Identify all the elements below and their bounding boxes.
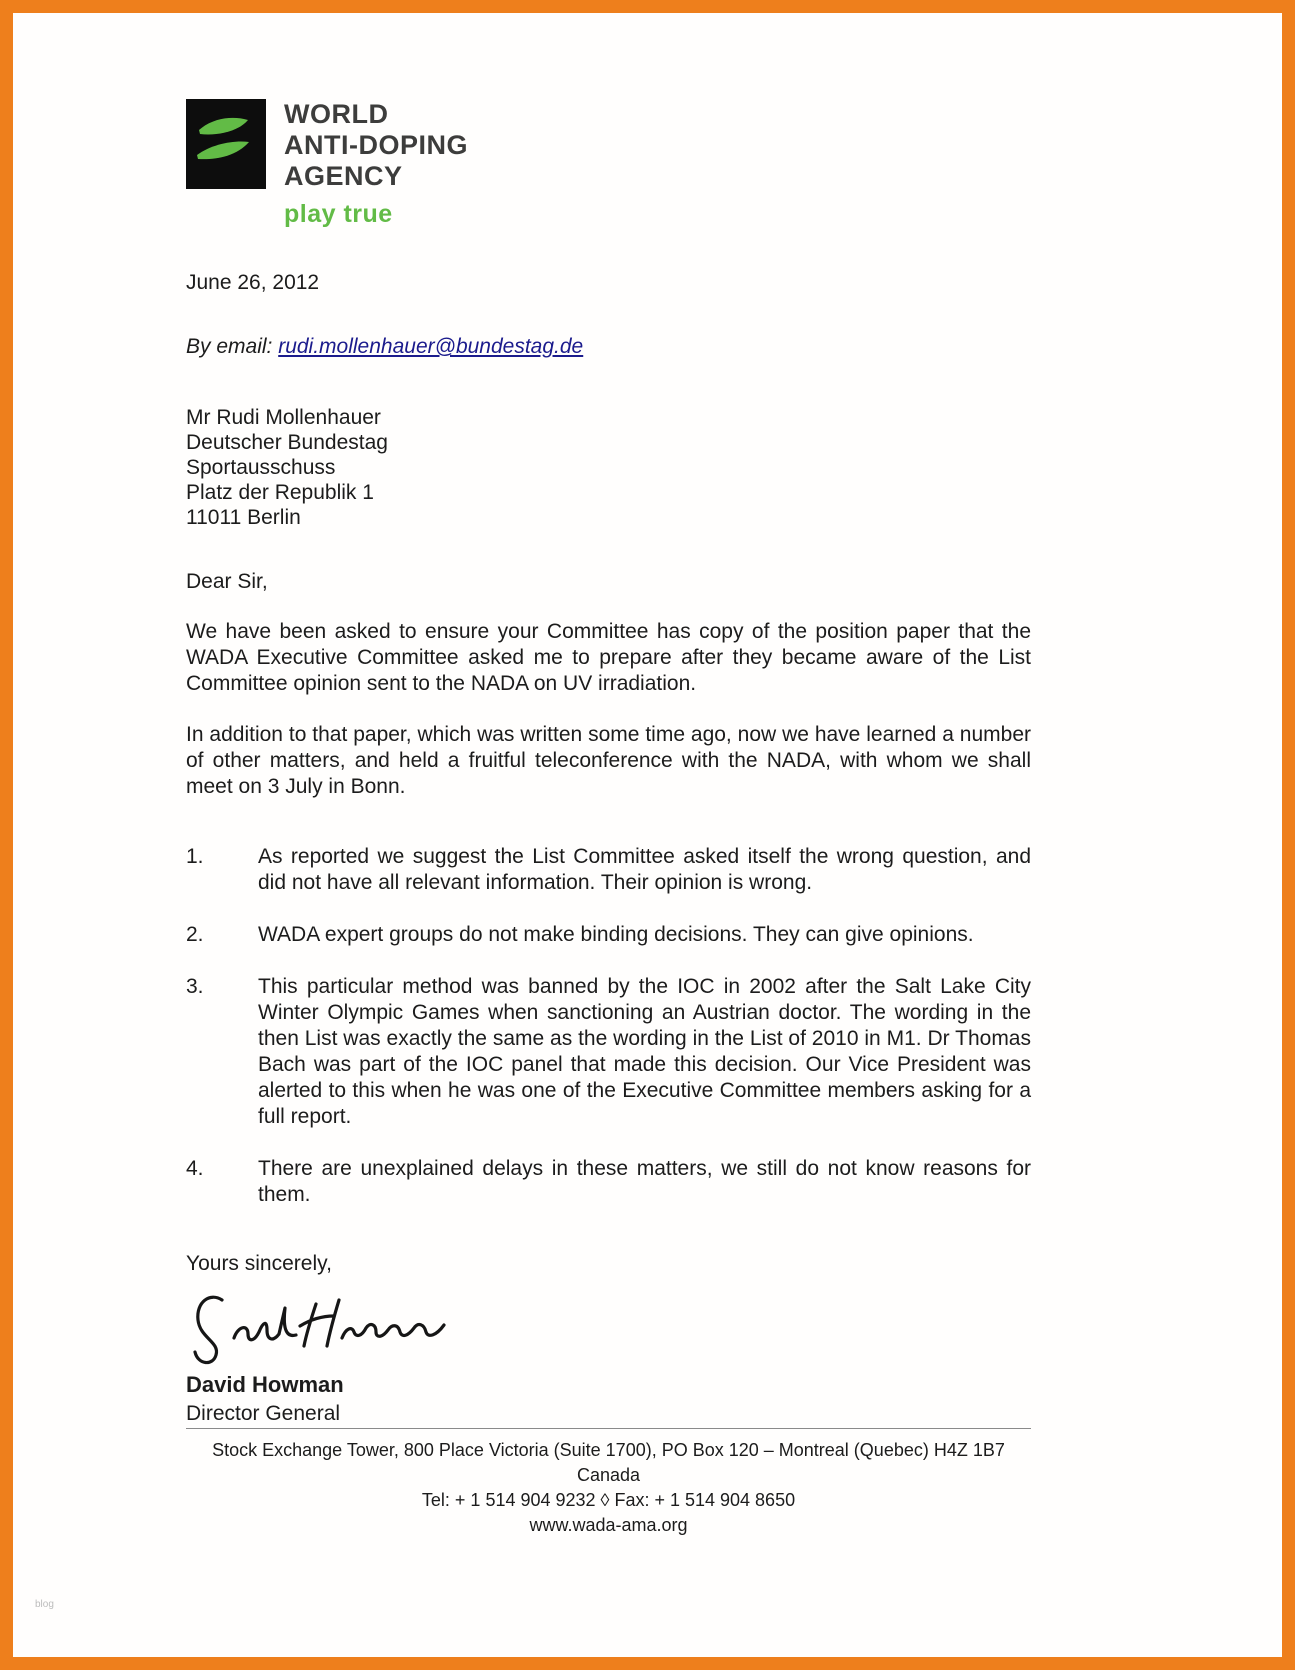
list-item bbox=[186, 974, 1031, 1130]
wada-logo-wordmark bbox=[284, 99, 468, 229]
list-item bbox=[186, 922, 1031, 948]
by-email-label: By email: bbox=[186, 335, 279, 358]
logo-line-1: WORLD bbox=[284, 99, 389, 129]
logo-tagline: play true bbox=[284, 200, 393, 228]
letter-date: June 26, 2012 bbox=[186, 271, 320, 294]
numbered-list bbox=[186, 844, 1031, 1208]
footer-tel-fax: Tel: + 1 514 904 9232 ◊ Fax: + 1 514 904 8650 bbox=[421, 1490, 796, 1510]
address-line: Platz der Republik 1 bbox=[186, 481, 374, 504]
address-line: Sportausschuss bbox=[186, 456, 336, 479]
address-line: Mr Rudi Mollenhauer bbox=[186, 406, 381, 429]
list-item bbox=[186, 844, 1031, 896]
closing-phrase: Yours sincerely, bbox=[186, 1252, 332, 1275]
by-email-line bbox=[186, 335, 1031, 359]
list-item-text: As reported we suggest the List Committee asked itself the wrong question, and did not have all relevant information. Their opinion is wrong. bbox=[258, 845, 1031, 894]
email-link[interactable]: rudi.mollenhauer@bundestag.de bbox=[278, 335, 584, 358]
body-paragraph: In addition to that paper, which was written some time ago, now we have learned a number of other matters, and held a fruitful teleconference with the NADA, with whom we shall meet on 3 July in Bonn. bbox=[186, 723, 1031, 798]
list-item-number: 3. bbox=[186, 975, 204, 998]
wada-logo bbox=[186, 13, 1031, 229]
watermark-text: blog bbox=[35, 1599, 54, 1610]
list-item-text: WADA expert groups do not make binding decisions. They can give opinions. bbox=[258, 923, 974, 946]
signer-name: David Howman bbox=[186, 1372, 344, 1397]
footer-website: www.wada-ama.org bbox=[529, 1515, 688, 1535]
logo-line-2: ANTI-DOPING bbox=[284, 130, 468, 160]
logo-line-3: AGENCY bbox=[284, 161, 403, 191]
list-item-number: 4. bbox=[186, 1157, 204, 1180]
signer-title: Director General bbox=[186, 1402, 341, 1425]
salutation: Dear Sir, bbox=[186, 570, 268, 593]
body-paragraph: We have been asked to ensure your Committee has copy of the position paper that the WADA Executive Committee asked me to prepare after they became aware of the List Committee opinion sent to the NADA on UV irradiation. bbox=[186, 620, 1031, 695]
list-item-text: This particular method was banned by the IOC in 2002 after the Salt Lake City Winter Olympic Games when sanctioning an Austrian doctor. The wording in the then List was exactly the same as the wording in the List of 2010 in M1. Dr Thomas Bach was part of the IOC panel that made this decision. Our Vice President was alerted to this when he was one of the Executive Committee members asking for a full report. bbox=[258, 975, 1031, 1128]
recipient-address bbox=[186, 405, 1031, 530]
footer-address: Stock Exchange Tower, 800 Place Victoria (Suite 1700), PO Box 120 – Montreal (Quebec) H4Z 1B7 Canada bbox=[212, 1440, 1005, 1485]
handwritten-signature bbox=[186, 1280, 1031, 1370]
address-line: Deutscher Bundestag bbox=[186, 431, 388, 454]
list-item-text: There are unexplained delays in these matters, we still do not know reasons for them. bbox=[258, 1157, 1031, 1206]
list-item-number: 1. bbox=[186, 845, 204, 868]
list-item-number: 2. bbox=[186, 923, 204, 946]
address-line: 11011 Berlin bbox=[186, 506, 301, 529]
wada-logo-icon bbox=[186, 99, 266, 229]
list-item bbox=[186, 1156, 1031, 1208]
letter-footer bbox=[186, 1428, 1031, 1538]
